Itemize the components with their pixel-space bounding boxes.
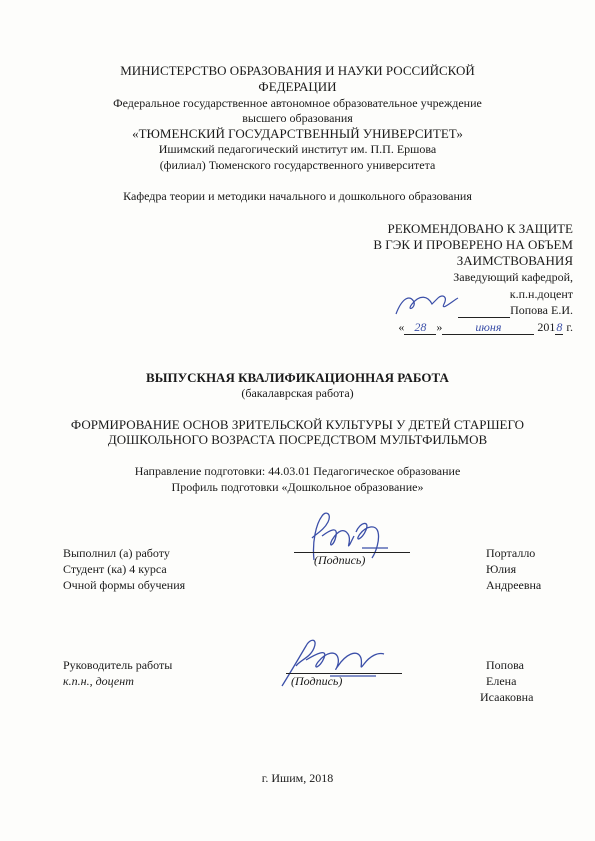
department-name: Кафедра теории и методики начального и дошкольного образования [123, 189, 472, 203]
work-title: ВЫПУСКНАЯ КВАЛИФИКАЦИОННАЯ РАБОТА [146, 370, 449, 385]
date-month: июня [442, 320, 534, 335]
approval-line-3: ЗАИМСТВОВАНИЯ [456, 253, 573, 268]
profile: Профиль подготовки «Дошкольное образование» [171, 480, 424, 494]
approval-date-row [398, 320, 573, 335]
date-year-end: г. [566, 320, 573, 334]
date-day: 28 [404, 320, 436, 335]
university-name: «ТЮМЕНСКИЙ ГОСУДАРСТВЕННЫЙ УНИВЕРСИТЕТ» [132, 126, 463, 141]
supervisor-label-2: к.п.н., доцент [63, 674, 134, 688]
student-patronymic: Андреевна [486, 578, 542, 592]
direction: Направление подготовки: 44.03.01 Педагогическое образование [134, 464, 461, 478]
date-open-quote: « [398, 320, 405, 334]
approval-signature-line [458, 303, 510, 318]
supervisor-label-1: Руководитель работы [63, 658, 173, 672]
date-close-quote: » [436, 320, 443, 334]
institution-line-2: высшего образования [242, 111, 353, 125]
approval-line-2: В ГЭК И ПРОВЕРЕНО НА ОБЪЕМ [373, 237, 573, 252]
approval-line-1: РЕКОМЕНДОВАНО К ЗАЩИТЕ [387, 221, 573, 236]
supervisor-signature-caption: (Подпись) [291, 674, 343, 688]
student-surname: Порталло [486, 546, 536, 560]
city-year: г. Ишим, 2018 [261, 771, 334, 785]
approval-name: Попова Е.И. [510, 303, 573, 317]
branch-line-1: Ишимский педагогический институт им. П.П. Ершова [158, 142, 437, 156]
student-first-name: Юлия [486, 562, 517, 576]
supervisor-first-name: Елена [486, 674, 517, 688]
supervisor-patronymic: Исааковна [480, 690, 534, 704]
date-year-prefix: 201 [537, 320, 556, 334]
approval-name-row [458, 303, 573, 318]
work-subtitle: (бакалаврская работа) [241, 386, 354, 400]
ministry-line-2: ФЕДЕРАЦИИ [258, 79, 337, 94]
approval-degree: к.п.н.доцент [509, 287, 573, 301]
date-year-suffix: 8 [556, 320, 563, 334]
student-label-2: Студент (ка) 4 курса [63, 562, 167, 576]
topic-line-2: ДОШКОЛЬНОГО ВОЗРАСТА ПОСРЕДСТВОМ МУЛЬТФИЛЬМОВ [107, 432, 488, 447]
topic-line-1: ФОРМИРОВАНИЕ ОСНОВ ЗРИТЕЛЬСКОЙ КУЛЬТУРЫ У ДЕТЕЙ СТАРШЕГО [70, 417, 525, 432]
supervisor-surname: Попова [486, 658, 524, 672]
approval-signature-scribble [392, 290, 462, 320]
institution-line-1: Федеральное государственное автономное образовательное учреждение [113, 96, 482, 110]
ministry-line-1: МИНИСТЕРСТВО ОБРАЗОВАНИЯ И НАУКИ РОССИЙСКОЙ [120, 63, 475, 78]
approval-role: Заведующий кафедрой, [453, 270, 573, 284]
student-label-1: Выполнил (а) работу [63, 546, 170, 560]
branch-line-2: (филиал) Тюменского государственного университета [159, 158, 436, 172]
student-signature-caption: (Подпись) [314, 553, 366, 567]
student-label-3: Очной формы обучения [63, 578, 186, 592]
